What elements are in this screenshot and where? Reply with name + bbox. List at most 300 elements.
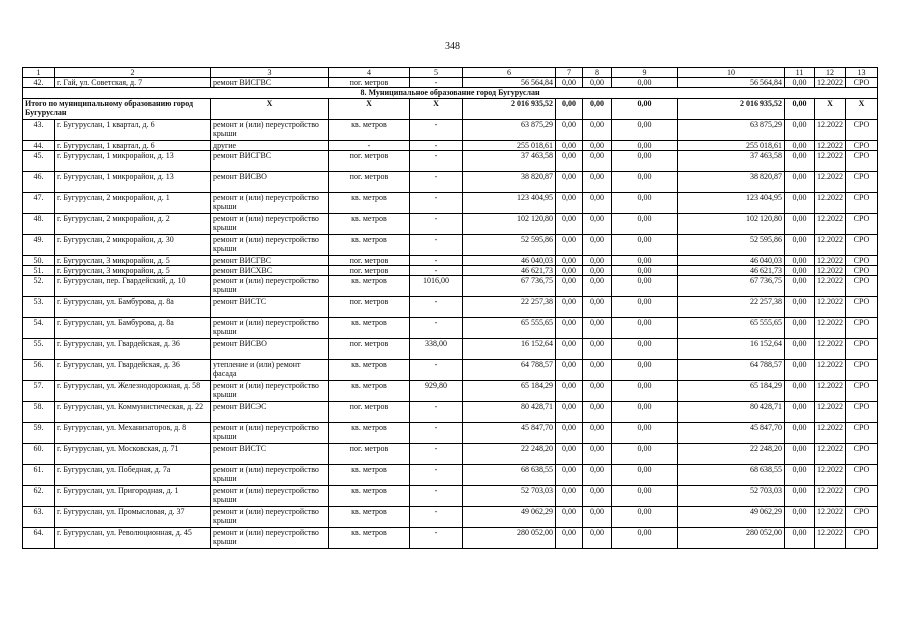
table-cell: - xyxy=(410,141,463,151)
table-cell: 0,00 xyxy=(583,381,612,402)
table-cell: 37 463,58 xyxy=(678,151,785,172)
table-cell: ремонт и (или) переустройство крыши xyxy=(211,318,329,339)
table-cell: 45 847,70 xyxy=(678,423,785,444)
table-cell: 49 062,29 xyxy=(463,507,556,528)
table-cell: 0,00 xyxy=(556,528,583,549)
section-total-row xyxy=(23,99,878,120)
table-cell: 0,00 xyxy=(583,172,612,193)
table-cell: - xyxy=(410,235,463,256)
table-cell: 0,00 xyxy=(612,141,678,151)
column-number-cell: 8 xyxy=(583,68,612,78)
table-cell: СРО xyxy=(846,235,878,256)
table-cell: 0,00 xyxy=(556,256,583,266)
table-cell: 12.2022 xyxy=(815,193,846,214)
table-cell: 52 595,86 xyxy=(463,235,556,256)
table-cell: кв. метров xyxy=(329,276,410,297)
table-cell: пог. метров xyxy=(329,266,410,276)
table-cell: 0,00 xyxy=(583,402,612,423)
table-cell: 65 555,65 xyxy=(678,318,785,339)
table-cell: 45 847,70 xyxy=(463,423,556,444)
table-cell: СРО xyxy=(846,423,878,444)
table-cell: ремонт ВИСГВС xyxy=(211,256,329,266)
table-cell: 57. xyxy=(23,381,55,402)
table-cell: г. Бугуруслан, пер. Гвардейский, д. 10 xyxy=(55,276,211,297)
table-cell: ремонт и (или) переустройство крыши xyxy=(211,214,329,235)
table-cell: г. Гай, ул. Советская, д. 7 xyxy=(55,78,211,88)
table-cell: 60. xyxy=(23,444,55,465)
table-cell: 12.2022 xyxy=(815,402,846,423)
table-cell: 38 820,87 xyxy=(463,172,556,193)
table-cell: г. Бугуруслан, 2 микрорайон, д. 2 xyxy=(55,214,211,235)
table-cell: 0,00 xyxy=(612,402,678,423)
table-cell: 0,00 xyxy=(583,360,612,381)
total-cell: X xyxy=(211,99,329,120)
table-cell: 0,00 xyxy=(583,141,612,151)
table-row xyxy=(23,486,878,507)
table-row xyxy=(23,318,878,339)
table-row xyxy=(23,423,878,444)
table-cell: г. Бугуруслан, ул. Революционная, д. 45 xyxy=(55,528,211,549)
table-cell: ремонт ВИСГВС xyxy=(211,78,329,88)
table-cell: 12.2022 xyxy=(815,151,846,172)
table-cell: СРО xyxy=(846,120,878,141)
table-cell: 0,00 xyxy=(556,381,583,402)
table-cell: кв. метров xyxy=(329,381,410,402)
table-cell: 0,00 xyxy=(785,381,815,402)
table-cell: г. Бугуруслан, 3 микрорайон, д. 5 xyxy=(55,256,211,266)
table-cell: 16 152,64 xyxy=(463,339,556,360)
table-cell: СРО xyxy=(846,402,878,423)
table-cell: 61. xyxy=(23,465,55,486)
table-cell: СРО xyxy=(846,266,878,276)
table-cell: 12.2022 xyxy=(815,444,846,465)
table-cell: 0,00 xyxy=(556,193,583,214)
table-cell: 0,00 xyxy=(556,339,583,360)
table-cell: 22 257,38 xyxy=(463,297,556,318)
table-cell: 12.2022 xyxy=(815,78,846,88)
column-number-cell: 6 xyxy=(463,68,556,78)
table-cell: 0,00 xyxy=(556,402,583,423)
table-cell: 0,00 xyxy=(785,266,815,276)
table-cell: 56 564,84 xyxy=(463,78,556,88)
table-cell: пог. метров xyxy=(329,444,410,465)
table-cell: г. Бугуруслан, ул. Железнодорожная, д. 58 xyxy=(55,381,211,402)
table-cell: ремонт и (или) переустройство крыши xyxy=(211,235,329,256)
table-cell: кв. метров xyxy=(329,507,410,528)
table-cell: 0,00 xyxy=(556,486,583,507)
table-cell: СРО xyxy=(846,256,878,266)
table-cell: 44. xyxy=(23,141,55,151)
table-cell: 46. xyxy=(23,172,55,193)
table-cell: 0,00 xyxy=(556,172,583,193)
table-cell: - xyxy=(410,444,463,465)
table-cell: 0,00 xyxy=(583,276,612,297)
table-cell: 22 248,20 xyxy=(463,444,556,465)
table-cell: 0,00 xyxy=(556,465,583,486)
table-cell: СРО xyxy=(846,151,878,172)
table-cell: 0,00 xyxy=(785,360,815,381)
table-cell: г. Бугуруслан, ул. Коммунистическая, д. 22 xyxy=(55,402,211,423)
table-row xyxy=(23,360,878,381)
table-cell: 64. xyxy=(23,528,55,549)
table-cell: - xyxy=(410,193,463,214)
table-cell: - xyxy=(410,256,463,266)
table-cell: ремонт ВИСВО xyxy=(211,172,329,193)
table-cell: ремонт ВИСЭС xyxy=(211,402,329,423)
table-cell: 12.2022 xyxy=(815,360,846,381)
table-cell: 0,00 xyxy=(612,486,678,507)
table-cell: 56. xyxy=(23,360,55,381)
table-cell: 0,00 xyxy=(556,276,583,297)
total-cell: X xyxy=(846,99,878,120)
table-cell: 67 736,75 xyxy=(463,276,556,297)
table-cell: 45. xyxy=(23,151,55,172)
column-number-cell: 9 xyxy=(612,68,678,78)
table-cell: СРО xyxy=(846,297,878,318)
table-cell: 0,00 xyxy=(612,120,678,141)
table-cell: г. Бугуруслан, ул. Механизаторов, д. 8 xyxy=(55,423,211,444)
table-cell: 12.2022 xyxy=(815,486,846,507)
table-cell: 58. xyxy=(23,402,55,423)
table-cell: ремонт и (или) переустройство крыши xyxy=(211,120,329,141)
table-row xyxy=(23,402,878,423)
table-cell: 0,00 xyxy=(612,172,678,193)
table-cell: СРО xyxy=(846,172,878,193)
table-cell: кв. метров xyxy=(329,486,410,507)
table-cell: другие xyxy=(211,141,329,151)
table-cell: 0,00 xyxy=(583,465,612,486)
table-cell: 0,00 xyxy=(612,266,678,276)
table-cell: г. Бугуруслан, 1 микрорайон, д. 13 xyxy=(55,151,211,172)
table-cell: г. Бугуруслан, ул. Бамбурова, д. 8а xyxy=(55,297,211,318)
table-cell: 22 248,20 xyxy=(678,444,785,465)
table-cell: СРО xyxy=(846,214,878,235)
table-cell: СРО xyxy=(846,360,878,381)
table-cell: 63 875,29 xyxy=(678,120,785,141)
total-cell: 2 016 935,52 xyxy=(678,99,785,120)
table-cell: пог. метров xyxy=(329,151,410,172)
table-cell: кв. метров xyxy=(329,318,410,339)
table-cell: - xyxy=(410,465,463,486)
table-cell: 0,00 xyxy=(556,214,583,235)
table-cell: 0,00 xyxy=(556,423,583,444)
table-cell: 0,00 xyxy=(612,465,678,486)
table-cell: 42. xyxy=(23,78,55,88)
table-cell: 12.2022 xyxy=(815,235,846,256)
table-cell: СРО xyxy=(846,465,878,486)
table-row xyxy=(23,120,878,141)
table-cell: 0,00 xyxy=(556,507,583,528)
table-cell: 43. xyxy=(23,120,55,141)
table-cell: ремонт ВИСВО xyxy=(211,339,329,360)
table-cell: 0,00 xyxy=(556,120,583,141)
table-cell: кв. метров xyxy=(329,235,410,256)
table-cell: - xyxy=(410,78,463,88)
table-cell: 47. xyxy=(23,193,55,214)
table-cell: 0,00 xyxy=(583,423,612,444)
table-cell: 0,00 xyxy=(583,318,612,339)
table-cell: 56 564,84 xyxy=(678,78,785,88)
column-number-cell: 3 xyxy=(211,68,329,78)
column-number-cell: 7 xyxy=(556,68,583,78)
table-cell: - xyxy=(410,297,463,318)
table-cell: 0,00 xyxy=(785,486,815,507)
table-cell: 102 120,80 xyxy=(463,214,556,235)
table-cell: 64 788,57 xyxy=(463,360,556,381)
table-cell: ремонт ВИСГВС xyxy=(211,151,329,172)
table-cell: 0,00 xyxy=(583,339,612,360)
table-cell: СРО xyxy=(846,141,878,151)
table-cell: 0,00 xyxy=(612,214,678,235)
table-cell: ремонт и (или) переустройство крыши xyxy=(211,528,329,549)
table-cell: ремонт и (или) переустройство крыши xyxy=(211,423,329,444)
table-cell: 51. xyxy=(23,266,55,276)
page-number: 348 xyxy=(445,41,460,52)
total-cell: X xyxy=(329,99,410,120)
table-row xyxy=(23,266,878,276)
table-row xyxy=(23,256,878,266)
table-cell: кв. метров xyxy=(329,214,410,235)
table-cell: 80 428,71 xyxy=(463,402,556,423)
table-cell: 12.2022 xyxy=(815,507,846,528)
table-row xyxy=(23,444,878,465)
total-cell: 0,00 xyxy=(612,99,678,120)
table-row xyxy=(23,297,878,318)
column-number-cell: 1 xyxy=(23,68,55,78)
table-cell: кв. метров xyxy=(329,528,410,549)
table-cell: 0,00 xyxy=(612,193,678,214)
table-cell: - xyxy=(410,151,463,172)
table-cell: 0,00 xyxy=(583,78,612,88)
table-cell: 67 736,75 xyxy=(678,276,785,297)
table-cell: 16 152,64 xyxy=(678,339,785,360)
table-cell: - xyxy=(410,423,463,444)
table-cell: 37 463,58 xyxy=(463,151,556,172)
table-cell: 0,00 xyxy=(785,235,815,256)
table-cell: пог. метров xyxy=(329,172,410,193)
table-cell: СРО xyxy=(846,276,878,297)
total-cell: 0,00 xyxy=(785,99,815,120)
table-cell: 0,00 xyxy=(785,339,815,360)
table-cell: 49 062,29 xyxy=(678,507,785,528)
table-cell: 0,00 xyxy=(612,276,678,297)
table-cell: 0,00 xyxy=(612,360,678,381)
table-cell: 0,00 xyxy=(785,120,815,141)
table-cell: 0,00 xyxy=(583,507,612,528)
section-title: 8. Муниципальное образование город Бугуруслан xyxy=(23,88,878,99)
table-cell: г. Бугуруслан, 2 микрорайон, д. 30 xyxy=(55,235,211,256)
table-cell: СРО xyxy=(846,444,878,465)
repair-schedule-table xyxy=(22,67,878,549)
table-cell: 0,00 xyxy=(556,78,583,88)
table-cell: 0,00 xyxy=(785,151,815,172)
table-cell: 12.2022 xyxy=(815,528,846,549)
table-cell: кв. метров xyxy=(329,423,410,444)
table-cell: кв. метров xyxy=(329,360,410,381)
table-cell: 52 703,03 xyxy=(463,486,556,507)
table-cell: 46 040,03 xyxy=(463,256,556,266)
table-cell: 12.2022 xyxy=(815,120,846,141)
table-cell: 12.2022 xyxy=(815,266,846,276)
table-cell: 0,00 xyxy=(785,507,815,528)
table-cell: 53. xyxy=(23,297,55,318)
table-cell: утепление и (или) ремонт фасада xyxy=(211,360,329,381)
table-cell: 123 404,95 xyxy=(678,193,785,214)
table-cell: 0,00 xyxy=(785,465,815,486)
table-cell: 0,00 xyxy=(785,256,815,266)
table-cell: 12.2022 xyxy=(815,141,846,151)
table-cell: 0,00 xyxy=(583,193,612,214)
table-cell: 0,00 xyxy=(785,318,815,339)
total-cell: 0,00 xyxy=(583,99,612,120)
table-cell: 38 820,87 xyxy=(678,172,785,193)
table-cell: 46 040,03 xyxy=(678,256,785,266)
column-number-cell: 11 xyxy=(785,68,815,78)
table-cell: СРО xyxy=(846,507,878,528)
table-cell: 0,00 xyxy=(612,318,678,339)
table-cell: 0,00 xyxy=(612,151,678,172)
table-cell: 0,00 xyxy=(612,235,678,256)
table-cell: СРО xyxy=(846,528,878,549)
table-cell: 0,00 xyxy=(556,141,583,151)
column-number-cell: 5 xyxy=(410,68,463,78)
total-label: Итого по муниципальному образованию город Бугуруслан xyxy=(23,99,211,120)
table-row xyxy=(23,381,878,402)
table-cell: 0,00 xyxy=(583,151,612,172)
table-cell: 338,00 xyxy=(410,339,463,360)
table-cell: 0,00 xyxy=(556,360,583,381)
table-cell: 65 555,65 xyxy=(463,318,556,339)
table-cell: 0,00 xyxy=(785,193,815,214)
table-cell: СРО xyxy=(846,318,878,339)
table-cell: 0,00 xyxy=(583,266,612,276)
column-number-cell: 2 xyxy=(55,68,211,78)
table-cell: СРО xyxy=(846,193,878,214)
table-cell: г. Бугуруслан, ул. Гвардейская, д. 36 xyxy=(55,339,211,360)
table-cell: 1016,00 xyxy=(410,276,463,297)
table-cell: 12.2022 xyxy=(815,172,846,193)
table-cell: 49. xyxy=(23,235,55,256)
table-cell: 0,00 xyxy=(583,214,612,235)
table-cell: ремонт и (или) переустройство крыши xyxy=(211,193,329,214)
table-row xyxy=(23,507,878,528)
table-cell: 68 638,55 xyxy=(463,465,556,486)
table-row xyxy=(23,339,878,360)
table-cell: 0,00 xyxy=(556,318,583,339)
table-cell: 0,00 xyxy=(612,423,678,444)
table-cell: 0,00 xyxy=(583,528,612,549)
column-number-cell: 4 xyxy=(329,68,410,78)
table-cell: г. Бугуруслан, ул. Промысловая, д. 37 xyxy=(55,507,211,528)
column-number-cell: 10 xyxy=(678,68,785,78)
table-cell: 0,00 xyxy=(612,444,678,465)
table-cell: 64 788,57 xyxy=(678,360,785,381)
table-cell: - xyxy=(410,486,463,507)
table-cell: 12.2022 xyxy=(815,276,846,297)
total-cell: 2 016 935,52 xyxy=(463,99,556,120)
table-cell: 65 184,29 xyxy=(678,381,785,402)
table-cell: ремонт и (или) переустройство крыши xyxy=(211,381,329,402)
total-cell: 0,00 xyxy=(556,99,583,120)
table-cell: г. Бугуруслан, 2 микрорайон, д. 1 xyxy=(55,193,211,214)
table-cell: 52 595,86 xyxy=(678,235,785,256)
table-cell: 68 638,55 xyxy=(678,465,785,486)
table-cell: 0,00 xyxy=(556,444,583,465)
table-cell: 0,00 xyxy=(612,78,678,88)
table-cell: 0,00 xyxy=(583,444,612,465)
table-cell: 929,80 xyxy=(410,381,463,402)
table-cell: - xyxy=(410,360,463,381)
table-cell: 0,00 xyxy=(785,214,815,235)
table-cell: 12.2022 xyxy=(815,318,846,339)
table-cell: 46 621,73 xyxy=(678,266,785,276)
table-cell: СРО xyxy=(846,78,878,88)
table-cell: 54. xyxy=(23,318,55,339)
table-cell: 0,00 xyxy=(583,486,612,507)
column-number-row xyxy=(23,68,878,78)
table-row xyxy=(23,141,878,151)
table-cell: г. Бугуруслан, ул. Победная, д. 7а xyxy=(55,465,211,486)
table-cell: 255 018,61 xyxy=(463,141,556,151)
table-cell: - xyxy=(329,141,410,151)
table-cell: 12.2022 xyxy=(815,256,846,266)
table-cell: 55. xyxy=(23,339,55,360)
table-cell: 0,00 xyxy=(785,297,815,318)
table-cell: 65 184,29 xyxy=(463,381,556,402)
table-row xyxy=(23,172,878,193)
table-cell: г. Бугуруслан, 1 микрорайон, д. 13 xyxy=(55,172,211,193)
table-cell: 12.2022 xyxy=(815,339,846,360)
table-cell: 0,00 xyxy=(785,444,815,465)
table-cell: 12.2022 xyxy=(815,214,846,235)
table-cell: 63 875,29 xyxy=(463,120,556,141)
table-cell: пог. метров xyxy=(329,78,410,88)
table-cell: пог. метров xyxy=(329,256,410,266)
table-cell: 0,00 xyxy=(556,297,583,318)
table-cell: г. Бугуруслан, ул. Пригородная, д. 1 xyxy=(55,486,211,507)
table-cell: 0,00 xyxy=(583,256,612,266)
table-row xyxy=(23,528,878,549)
table-cell: 12.2022 xyxy=(815,381,846,402)
table-cell: 0,00 xyxy=(583,235,612,256)
table-row xyxy=(23,193,878,214)
column-number-cell: 13 xyxy=(846,68,878,78)
table-cell: СРО xyxy=(846,339,878,360)
table-cell: г. Бугуруслан, ул. Московская, д. 71 xyxy=(55,444,211,465)
table-cell: - xyxy=(410,120,463,141)
table-cell: 12.2022 xyxy=(815,423,846,444)
table-row xyxy=(23,214,878,235)
table-cell: ремонт ВИСХВС xyxy=(211,266,329,276)
table-cell: кв. метров xyxy=(329,193,410,214)
table-cell: г. Бугуруслан, 1 квартал, д. 6 xyxy=(55,120,211,141)
table-cell: 102 120,80 xyxy=(678,214,785,235)
total-cell: X xyxy=(410,99,463,120)
table-cell: 63. xyxy=(23,507,55,528)
table-cell: пог. метров xyxy=(329,297,410,318)
table-cell: 0,00 xyxy=(785,276,815,297)
table-cell: 52. xyxy=(23,276,55,297)
table-cell: ремонт ВИСТС xyxy=(211,297,329,318)
table-cell: кв. метров xyxy=(329,120,410,141)
table-row xyxy=(23,78,878,88)
table-cell: 0,00 xyxy=(785,172,815,193)
table-cell: г. Бугуруслан, 1 квартал, д. 6 xyxy=(55,141,211,151)
section-header-row xyxy=(23,88,878,99)
table-cell: - xyxy=(410,318,463,339)
table-cell: СРО xyxy=(846,381,878,402)
table-body xyxy=(23,68,878,549)
